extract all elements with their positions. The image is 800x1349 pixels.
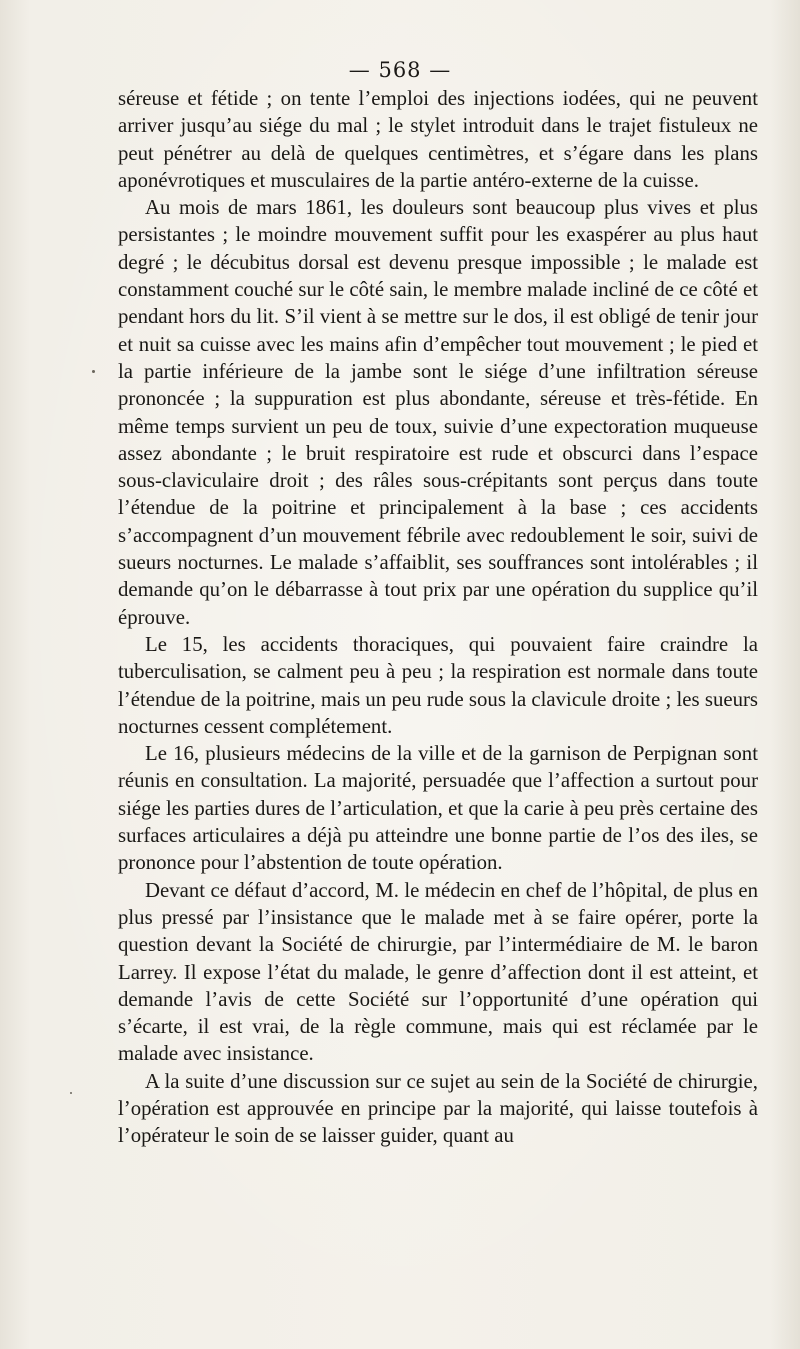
paper-speck — [92, 370, 95, 373]
paragraph: Au mois de mars 1861, les douleurs sont beaucoup plus vives et plus persistantes ; le moindre mouvement suffit pour les exaspérer au plus haut degré ; le décubitus dorsal est devenu presque impossible ; le malade est constamment couché sur le côté sain, le membre malade incliné de ce côté et pendant hors du lit. S’il vient à se mettre sur le dos, il est obligé de tenir jour et nuit sa cuisse avec les mains afin d’empêcher tout mouvement ; le pied et la partie inférieure de la jambe sont le siége d’une infiltration séreuse prononcée ; la suppuration est plus abondante, séreuse et très-fétide. En même temps survient un peu de toux, suivie d’une expectoration muqueuse assez abondante ; le bruit respiratoire est rude et obscurci dans l’espace sous-claviculaire droit ; des râles sous-crépitants sont perçus dans toute l’étendue de la poitrine et principalement à la base ; ces accidents s’accompagnent d’un mouvement fébrile avec redoublement le soir, suivi de sueurs nocturnes. Le malade s’affaiblit, ses souffrances sont intolérables ; il demande qu’on le débarrasse à tout prix par une opération du supplice qu’il éprouve. — [118, 196, 758, 629]
paragraph-continuation: séreuse et fétide ; on tente l’emploi des injections iodées, qui ne peuvent arriver jusqu’au siége du mal ; le stylet introduit dans le trajet fistuleux ne peut pénétrer au delà de quelques centimètres, et s’égare dans les plans aponévrotiques et musculaires de la partie antéro-externe de la cuisse. — [118, 87, 758, 192]
paragraph: Le 16, plusieurs médecins de la ville et de la garnison de Perpignan sont réunis en consultation. La majorité, persuadée que l’affection a surtout pour siége les parties dures de l’articulation, et que la carie à peu près certaine des surfaces articulaires a déjà pu atteindre une bonne partie de l’os des iles, se prononce pour l’abstention de toute opération. — [118, 742, 758, 875]
paragraph: Le 15, les accidents thoraciques, qui pouvaient faire craindre la tuberculisation, se calment peu à peu ; la respiration est normale dans toute l’étendue de la poitrine, mais un peu rude sous la clavicule droite ; les sueurs nocturnes cessent complétement. — [118, 632, 758, 738]
paragraph: Devant ce défaut d’accord, M. le médecin en chef de l’hôpital, de plus en plus pressé par l’insistance que le malade met à se faire opérer, porte la question devant la Société de chirurgie, par l’intermédiaire de M. le baron Larrey. Il expose l’état du malade, le genre d’affection dont il est atteint, et demande l’avis de cette Société sur l’opportunité d’une opération qui s’écarte, il est vrai, de la règle commune, mais qui est réclamée par le malade avec insistance. — [118, 878, 758, 1066]
body-text — [118, 85, 758, 1150]
page-number: — 568 — — [348, 58, 452, 82]
paper-speck — [70, 1092, 72, 1094]
paragraph: A la suite d’une discussion sur ce sujet au sein de la Société de chirurgie, l’opération est approuvée en principe par la majorité, qui laisse toutefois à l’opérateur le soin de se laisser guider, quant au — [118, 1069, 758, 1148]
